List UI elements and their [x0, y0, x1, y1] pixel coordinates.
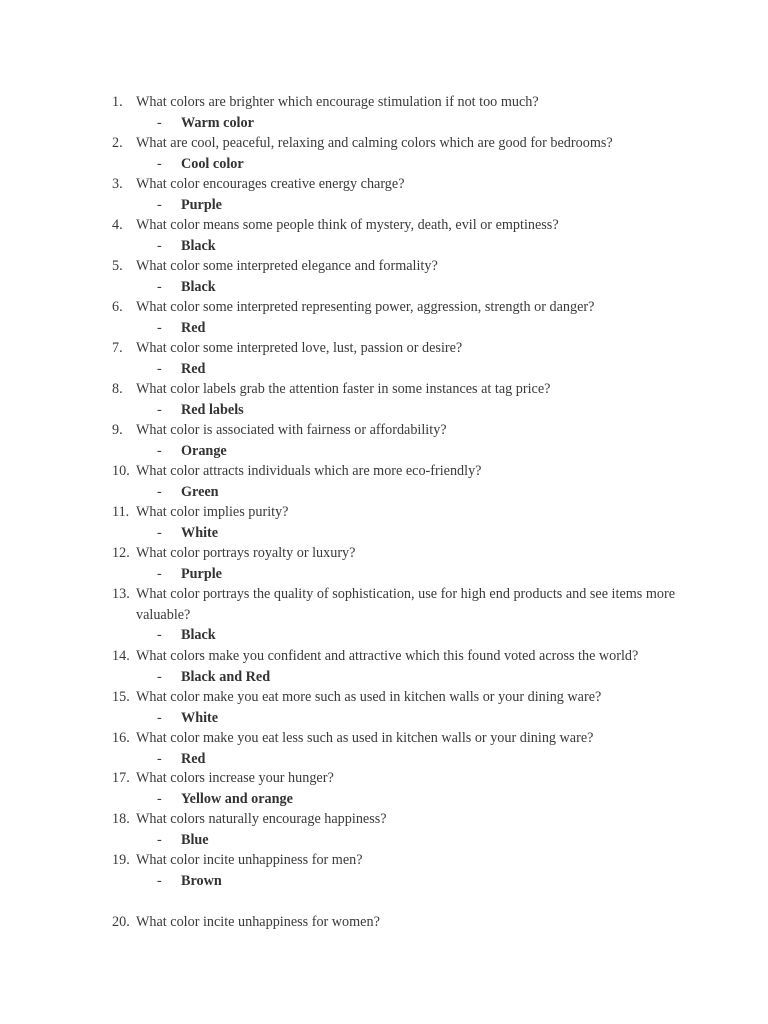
qa-item-18: [0, 809, 768, 850]
answer-bullet: -: [157, 114, 162, 131]
answer-bullet: -: [157, 709, 162, 726]
answer-line: [0, 667, 768, 688]
question-line: [0, 297, 768, 318]
question-number: 20.: [112, 914, 130, 930]
answer-bullet: -: [157, 872, 162, 889]
question-text: What color make you eat less such as used in kitchen walls or your dining ware?: [136, 730, 594, 746]
answer-text: Red: [181, 360, 206, 377]
answer-bullet: -: [157, 668, 162, 685]
answer-text: Green: [181, 483, 219, 500]
answer-text: Black and Red: [181, 668, 271, 685]
question-line: [0, 912, 768, 933]
answer-bullet: -: [157, 565, 162, 582]
question-text: What color is associated with fairness or affordability?: [136, 422, 447, 438]
qa-item-15: [0, 687, 768, 728]
question-text: What color portrays the quality of sophistication, use for high end products and see items more valuable?: [136, 586, 675, 623]
answer-bullet: -: [157, 237, 162, 254]
answer-line: [0, 195, 768, 216]
question-text: What are cool, peaceful, relaxing and calming colors which are good for bedrooms?: [136, 135, 613, 151]
question-text: What colors are brighter which encourage stimulation if not too much?: [136, 94, 539, 110]
question-text: What color portrays royalty or luxury?: [136, 545, 356, 561]
question-line: [0, 768, 768, 789]
answer-text: Brown: [181, 872, 222, 889]
answer-line: [0, 564, 768, 585]
question-line: [0, 174, 768, 195]
question-number: 4.: [112, 217, 123, 233]
answer-text: Black: [181, 237, 216, 254]
question-line: [0, 584, 768, 625]
answer-bullet: -: [157, 831, 162, 848]
answer-line: [0, 482, 768, 503]
question-number: 18.: [112, 811, 130, 827]
question-number: 17.: [112, 770, 130, 786]
answer-text: Black: [181, 627, 216, 643]
question-line: [0, 809, 768, 830]
question-number: 16.: [112, 730, 130, 746]
question-line: [0, 687, 768, 708]
answer-text: Black: [181, 278, 216, 295]
question-line: [0, 338, 768, 359]
answer-text: Red: [181, 319, 206, 336]
qa-item-1: [0, 92, 768, 133]
qa-item-14: [0, 646, 768, 687]
answer-bullet: -: [157, 750, 162, 767]
question-number: 3.: [112, 176, 123, 192]
answer-text: Yellow and orange: [181, 790, 293, 807]
qa-item-7: [0, 338, 768, 379]
answer-line: [0, 113, 768, 134]
answer-bullet: -: [157, 524, 162, 541]
qa-item-6: [0, 297, 768, 338]
answer-line: [0, 625, 768, 646]
answer-bullet: -: [157, 278, 162, 295]
qa-item-5: [0, 256, 768, 297]
question-line: [0, 646, 768, 667]
question-text: What color some interpreted representing power, aggression, strength or danger?: [136, 299, 595, 315]
question-number: 14.: [112, 648, 130, 664]
question-number: 7.: [112, 340, 123, 356]
question-number: 19.: [112, 852, 130, 868]
question-number: 15.: [112, 689, 130, 705]
qa-item-4: [0, 215, 768, 256]
answer-text: White: [181, 524, 219, 541]
question-text: What color implies purity?: [136, 504, 289, 520]
question-number: 12.: [112, 545, 130, 561]
question-text: What color incite unhappiness for women?: [136, 914, 380, 930]
qa-item-16: [0, 728, 768, 769]
qa-item-20: [0, 912, 768, 933]
qa-item-2: [0, 133, 768, 174]
question-text: What color incite unhappiness for men?: [136, 852, 363, 868]
question-number: 8.: [112, 381, 123, 397]
qa-item-11: [0, 502, 768, 543]
question-text: What color some interpreted love, lust, passion or desire?: [136, 340, 463, 356]
answer-text: White: [181, 709, 219, 726]
question-text: What color means some people think of mystery, death, evil or emptiness?: [136, 217, 559, 233]
qa-item-13: [0, 584, 768, 646]
answer-text: Cool color: [181, 155, 244, 172]
question-number: 10.: [112, 463, 130, 479]
answer-bullet: -: [157, 360, 162, 377]
question-line: [0, 379, 768, 400]
qa-item-9: [0, 420, 768, 461]
question-number: 6.: [112, 299, 123, 315]
answer-text: Purple: [181, 196, 222, 213]
answer-bullet: -: [157, 627, 162, 643]
answer-line: [0, 789, 768, 810]
question-number: 9.: [112, 422, 123, 438]
answer-bullet: -: [157, 442, 162, 459]
question-line: [0, 728, 768, 749]
answer-line: [0, 236, 768, 257]
answer-bullet: -: [157, 401, 162, 418]
question-text: What colors make you confident and attractive which this found voted across the world?: [136, 648, 639, 664]
answer-line: [0, 830, 768, 851]
answer-text: Blue: [181, 831, 209, 848]
question-number: 13.: [112, 586, 130, 602]
answer-line: [0, 318, 768, 339]
qa-item-3: [0, 174, 768, 215]
qa-item-10: [0, 461, 768, 502]
question-line: [0, 502, 768, 523]
question-text: What color some interpreted elegance and formality?: [136, 258, 438, 274]
question-number: 1.: [112, 94, 123, 110]
answer-bullet: -: [157, 790, 162, 807]
answer-text: Orange: [181, 442, 227, 459]
answer-bullet: -: [157, 155, 162, 172]
question-line: [0, 256, 768, 277]
question-text: What color labels grab the attention faster in some instances at tag price?: [136, 381, 551, 397]
answer-line: [0, 749, 768, 770]
question-text: What colors naturally encourage happiness?: [136, 811, 387, 827]
answer-bullet: -: [157, 196, 162, 213]
answer-line: [0, 708, 768, 729]
question-number: 11.: [112, 504, 130, 520]
answer-bullet: -: [157, 483, 162, 500]
answer-text: Purple: [181, 565, 222, 582]
answer-line: [0, 523, 768, 544]
qa-item-19: [0, 850, 768, 891]
question-line: [0, 850, 768, 871]
qa-item-17: [0, 768, 768, 809]
question-line: [0, 543, 768, 564]
question-line: [0, 92, 768, 113]
question-line: [0, 215, 768, 236]
question-number: 5.: [112, 258, 123, 274]
question-line: [0, 420, 768, 441]
question-text: What color attracts individuals which are more eco-friendly?: [136, 463, 482, 479]
question-line: [0, 133, 768, 154]
answer-bullet: -: [157, 319, 162, 336]
question-text: What color make you eat more such as used in kitchen walls or your dining ware?: [136, 689, 602, 705]
question-text: What colors increase your hunger?: [136, 770, 334, 786]
answer-text: Red: [181, 750, 206, 767]
answer-line: [0, 154, 768, 175]
qa-item-8: [0, 379, 768, 420]
answer-line: [0, 400, 768, 421]
answer-line: [0, 441, 768, 462]
question-line: [0, 461, 768, 482]
answer-text: Warm color: [181, 114, 254, 131]
question-text: What color encourages creative energy charge?: [136, 176, 405, 192]
answer-text: Red labels: [181, 401, 244, 418]
qa-item-12: [0, 543, 768, 584]
answer-line: [0, 277, 768, 298]
answer-line: [0, 359, 768, 380]
question-number: 2.: [112, 135, 123, 151]
answer-line: [0, 871, 768, 892]
